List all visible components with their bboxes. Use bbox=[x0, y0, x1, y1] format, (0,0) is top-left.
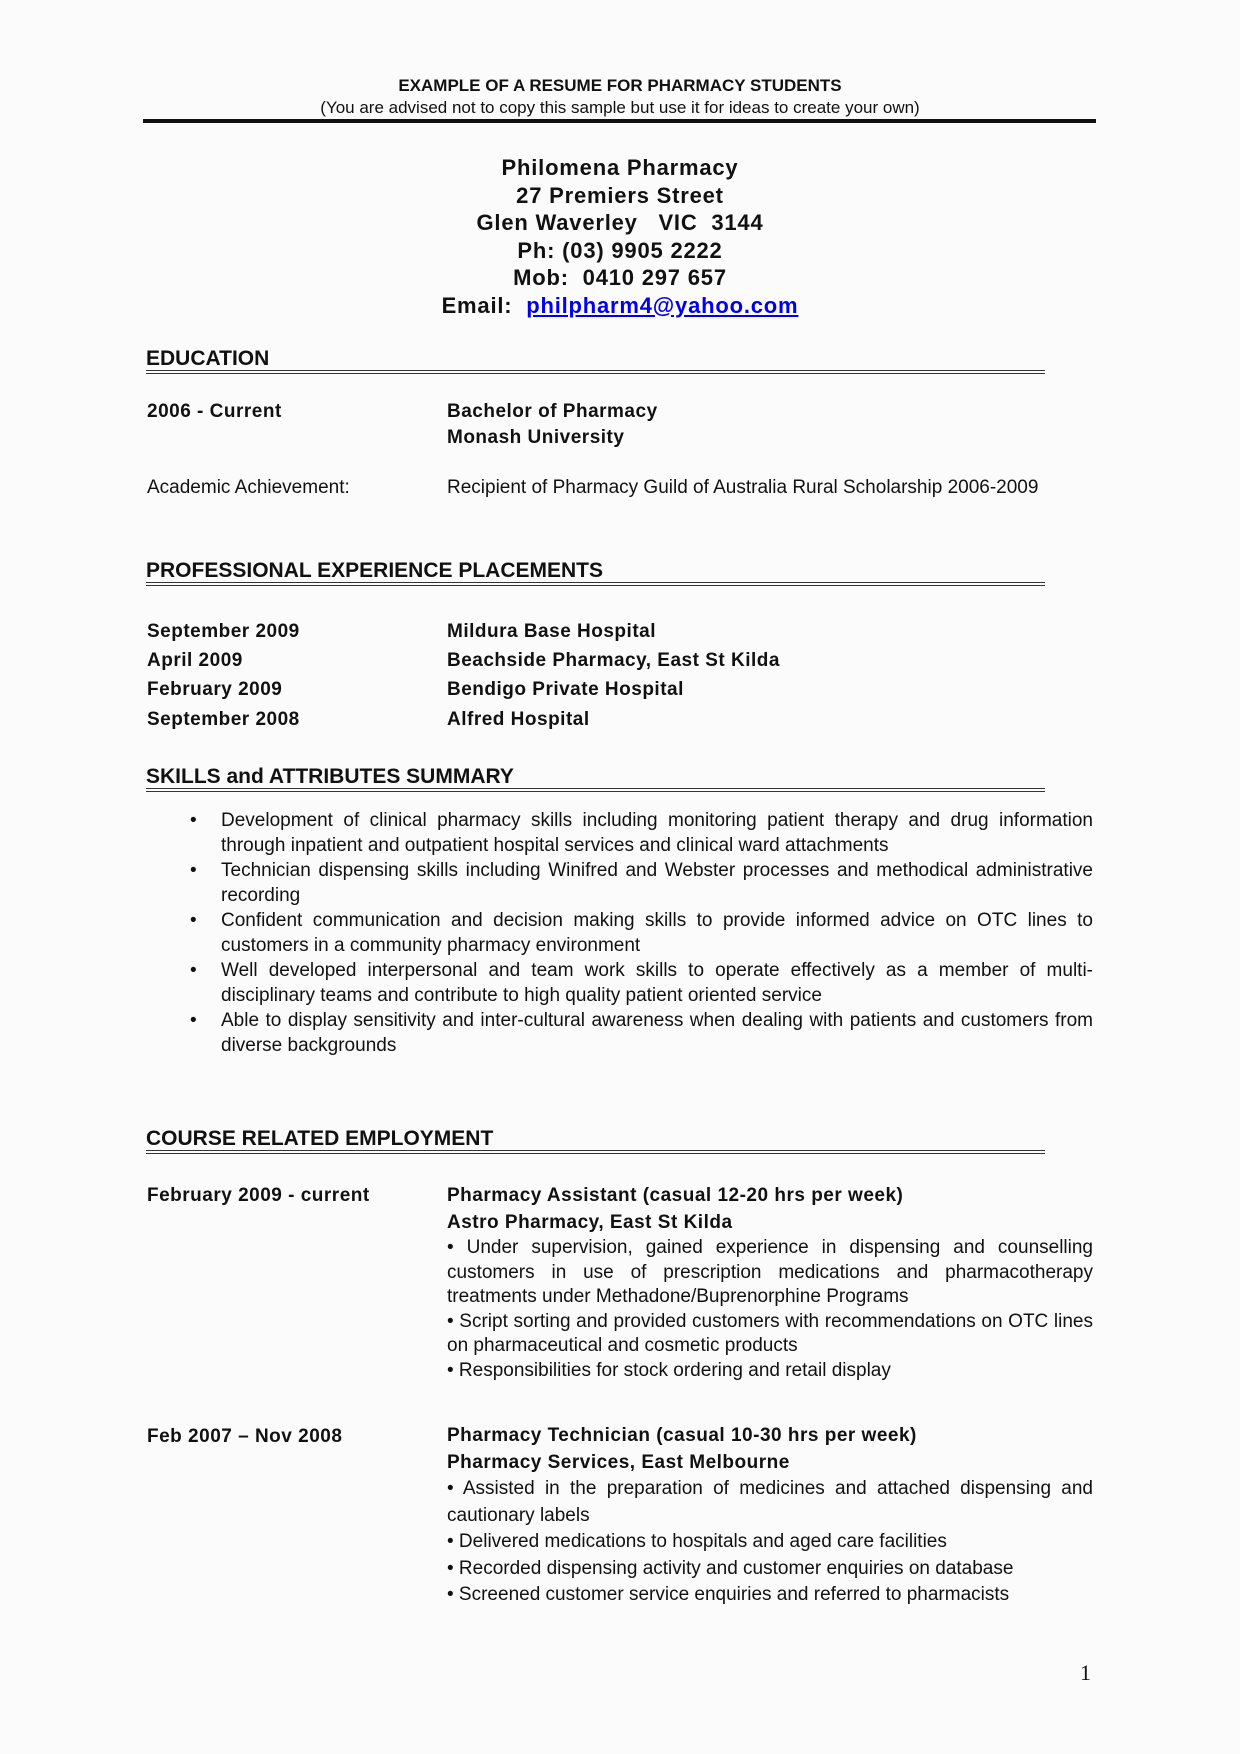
job-duty: • Under supervision, gained experience in dispensing and counselling customers in use of prescription medications and pharmacotherapy treatments under Methadone/Buprenorphine Programs bbox=[447, 1237, 1093, 1307]
phone: Ph: (03) 9905 2222 bbox=[517, 237, 723, 263]
university: Monash University bbox=[447, 427, 625, 448]
placement-place: Alfred Hospital bbox=[447, 709, 590, 730]
job-title: Pharmacy Assistant (casual 12-20 hrs per week) bbox=[447, 1185, 904, 1206]
skills-list bbox=[190, 808, 1093, 1058]
job-period: February 2009 - current bbox=[147, 1185, 370, 1206]
education-period: 2006 - Current bbox=[147, 401, 282, 422]
job-title: Pharmacy Technician (casual 10-30 hrs per week) bbox=[447, 1425, 917, 1446]
mobile: Mob: 0410 297 657 bbox=[513, 265, 727, 290]
job-duty: • Delivered medications to hospitals and aged care facilities bbox=[447, 1531, 947, 1552]
job-duty: • Assisted in the preparation of medicines and attached dispensing and cautionary labels bbox=[447, 1478, 1093, 1526]
job-entry bbox=[447, 1423, 1093, 1609]
job-employer: Astro Pharmacy, East St Kilda bbox=[447, 1211, 733, 1233]
placement-place: Mildura Base Hospital bbox=[447, 621, 656, 642]
achievement-label: Academic Achievement: bbox=[147, 477, 350, 498]
page-number: 1 bbox=[1080, 1660, 1091, 1685]
job-duty: • Script sorting and provided customers with recommendations on OTC lines on pharmaceutical and cosmetic products bbox=[447, 1310, 1093, 1356]
skill-item: • Technician dispensing skills including Winifred and Webster processes and methodical administrative recording bbox=[190, 858, 1093, 908]
education-heading: EDUCATION bbox=[146, 348, 1045, 374]
placements-heading: PROFESSIONAL EXPERIENCE PLACEMENTS bbox=[146, 560, 1045, 586]
employment-heading: COURSE RELATED EMPLOYMENT bbox=[146, 1128, 1045, 1154]
email-link[interactable]: philpharm4@yahoo.com bbox=[526, 292, 799, 318]
job-duty: • Responsibilities for stock ordering and retail display bbox=[447, 1359, 891, 1381]
job-period: Feb 2007 – Nov 2008 bbox=[147, 1426, 343, 1447]
street: 27 Premiers Street bbox=[516, 182, 724, 208]
job-employer: Pharmacy Services, East Melbourne bbox=[447, 1451, 790, 1473]
skills-heading: SKILLS and ATTRIBUTES SUMMARY bbox=[146, 766, 1045, 792]
placement-date: April 2009 bbox=[147, 650, 243, 671]
document-title: EXAMPLE OF A RESUME FOR PHARMACY STUDENTS bbox=[398, 76, 842, 95]
suburb: Glen Waverley VIC 3144 bbox=[476, 210, 764, 235]
skill-item: • Development of clinical pharmacy skills including monitoring patient therapy and drug information through inpatient and outpatient hospital services and clinical ward attachments bbox=[190, 808, 1093, 858]
placements-list bbox=[0, 617, 1240, 737]
job-duty: • Recorded dispensing activity and customer enquiries on database bbox=[447, 1557, 1014, 1579]
skill-item: • Well developed interpersonal and team work skills to operate effectively as a member of multi-disciplinary teams and contribute to high quality patient oriented service bbox=[190, 958, 1093, 1008]
business-name: Philomena Pharmacy bbox=[501, 155, 739, 180]
skill-item: • Able to display sensitivity and inter-cultural awareness when dealing with patients and customers from diverse backgrounds bbox=[190, 1008, 1093, 1058]
achievement: Recipient of Pharmacy Guild of Australia Rural Scholarship 2006-2009 bbox=[447, 477, 1039, 498]
email-label: Email: bbox=[441, 292, 513, 318]
document-subtitle: (You are advised not to copy this sample but use it for ideas to create your own) bbox=[320, 98, 920, 117]
degree: Bachelor of Pharmacy bbox=[447, 401, 658, 422]
skill-item: • Confident communication and decision making skills to provide informed advice on OTC lines to customers in a community pharmacy environment bbox=[190, 908, 1093, 958]
placement-date: September 2008 bbox=[147, 709, 300, 730]
header-rule bbox=[143, 119, 1096, 123]
contact-block bbox=[0, 154, 1240, 319]
job-entry bbox=[447, 1183, 1093, 1383]
placement-place: Beachside Pharmacy, East St Kilda bbox=[447, 650, 780, 671]
job-duty: • Screened customer service enquiries and referred to pharmacists bbox=[447, 1584, 1010, 1605]
placement-place: Bendigo Private Hospital bbox=[447, 679, 684, 700]
placement-date: February 2009 bbox=[147, 679, 283, 700]
placement-date: September 2009 bbox=[147, 621, 300, 642]
